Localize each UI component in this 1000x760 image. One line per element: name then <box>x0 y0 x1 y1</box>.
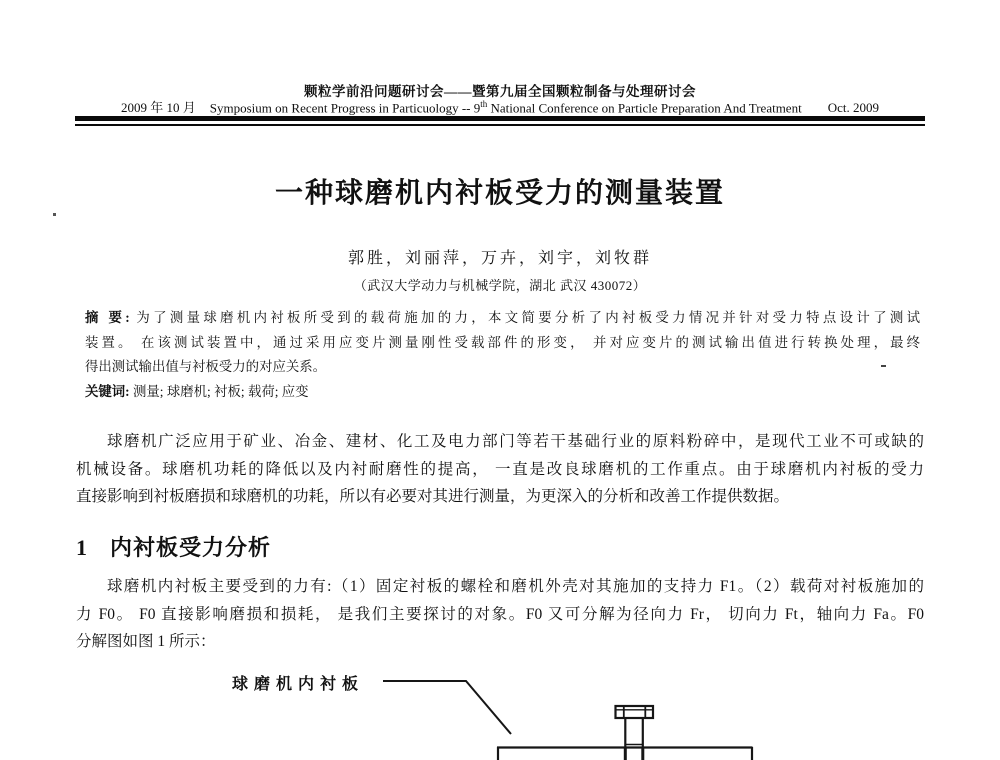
body-line: 分解图如图 1 所示： <box>76 633 216 650</box>
body-line: 球磨机内衬板主要受到的力有:（1）固定衬板的螺栓和磨机外壳对其施加的支持力 F1。（2）载荷对衬板施加的 <box>107 578 924 595</box>
section-title: 内衬板受力分析 <box>110 535 272 560</box>
figure-callout-label: 球磨机内衬板 <box>232 676 365 693</box>
section-1-heading <box>76 531 271 562</box>
keywords-text: 测量; 球磨机; 衬板; 载荷; 应变 <box>133 383 309 399</box>
affiliation: （武汉大学动力与机械学院，湖北 武汉 430072） <box>353 278 647 293</box>
abstract-block <box>85 306 920 404</box>
intro-paragraph <box>76 428 924 511</box>
scan-artifact-dash <box>881 365 886 367</box>
body-line: 直接影响到衬板磨损和球磨机的功耗，所以有必要对其进行测量，为更深入的分析和改善工作提供数据。 <box>76 488 790 505</box>
body-line: 机械设备。球磨机功耗的降低以及内衬耐磨性的提高， 一直是改良球磨机的工作重点。由于球磨机内衬板的受力 <box>76 460 924 478</box>
section-number: 1 <box>76 535 88 560</box>
conference-title-en: Symposium on Recent Progress in Particuology -- 9th National Conference on Particle Preparation And Treatment <box>209 98 802 115</box>
issue-date-cn: 2009 年 10 月 <box>121 100 196 115</box>
figure-bolt <box>616 706 654 760</box>
paper-title: 一种球磨机内衬板受力的测量装置 <box>274 178 725 209</box>
body-line: 力 F0。 F0 直接影响磨损和损耗， 是我们主要探讨的对象。F0 又可分解为径向力 Fr， 切向力 Ft，轴向力 Fa。F0 <box>76 605 924 623</box>
figure-liner-plate <box>497 747 753 760</box>
abstract-line: 得出测试输出值与衬板受力的对应关系。 <box>85 359 327 374</box>
figure-leader-line <box>383 681 511 734</box>
scan-artifact-dot <box>53 213 56 216</box>
header-rule-thin <box>75 124 925 126</box>
ordinal-superscript: th <box>480 98 488 109</box>
conference-dateline <box>0 97 1000 116</box>
keywords-label: 关键词: <box>85 383 130 399</box>
header-rule-thick <box>75 116 925 121</box>
section-1-paragraph <box>76 573 924 656</box>
abstract-line: 摘 要: 为了测量球磨机内衬板所受到的载荷施加的力，本文简要分析了内衬板受力情况并针对受力特点设计了测试 <box>85 310 920 325</box>
abstract-line: 装置。 在该测试装置中，通过采用应变片测量刚性受载部件的形变， 并对应变片的测试输出值进行转换处理，最终 <box>85 334 920 350</box>
conference-title-cn: 颗粒学前沿问题研讨会——暨第九届全国颗粒制备与处理研讨会 <box>304 84 696 99</box>
keywords-line <box>85 380 920 405</box>
abstract-label: 摘 要: <box>85 310 130 325</box>
body-line: 球磨机广泛应用于矿业、冶金、建材、化工及电力部门等若干基础行业的原料粉碎中，是现代工业不可或缺的 <box>107 433 924 450</box>
issue-date-en: Oct. 2009 <box>827 100 879 115</box>
author-list: 郭胜，刘丽萍，万卉，刘宇，刘牧群 <box>347 250 652 267</box>
